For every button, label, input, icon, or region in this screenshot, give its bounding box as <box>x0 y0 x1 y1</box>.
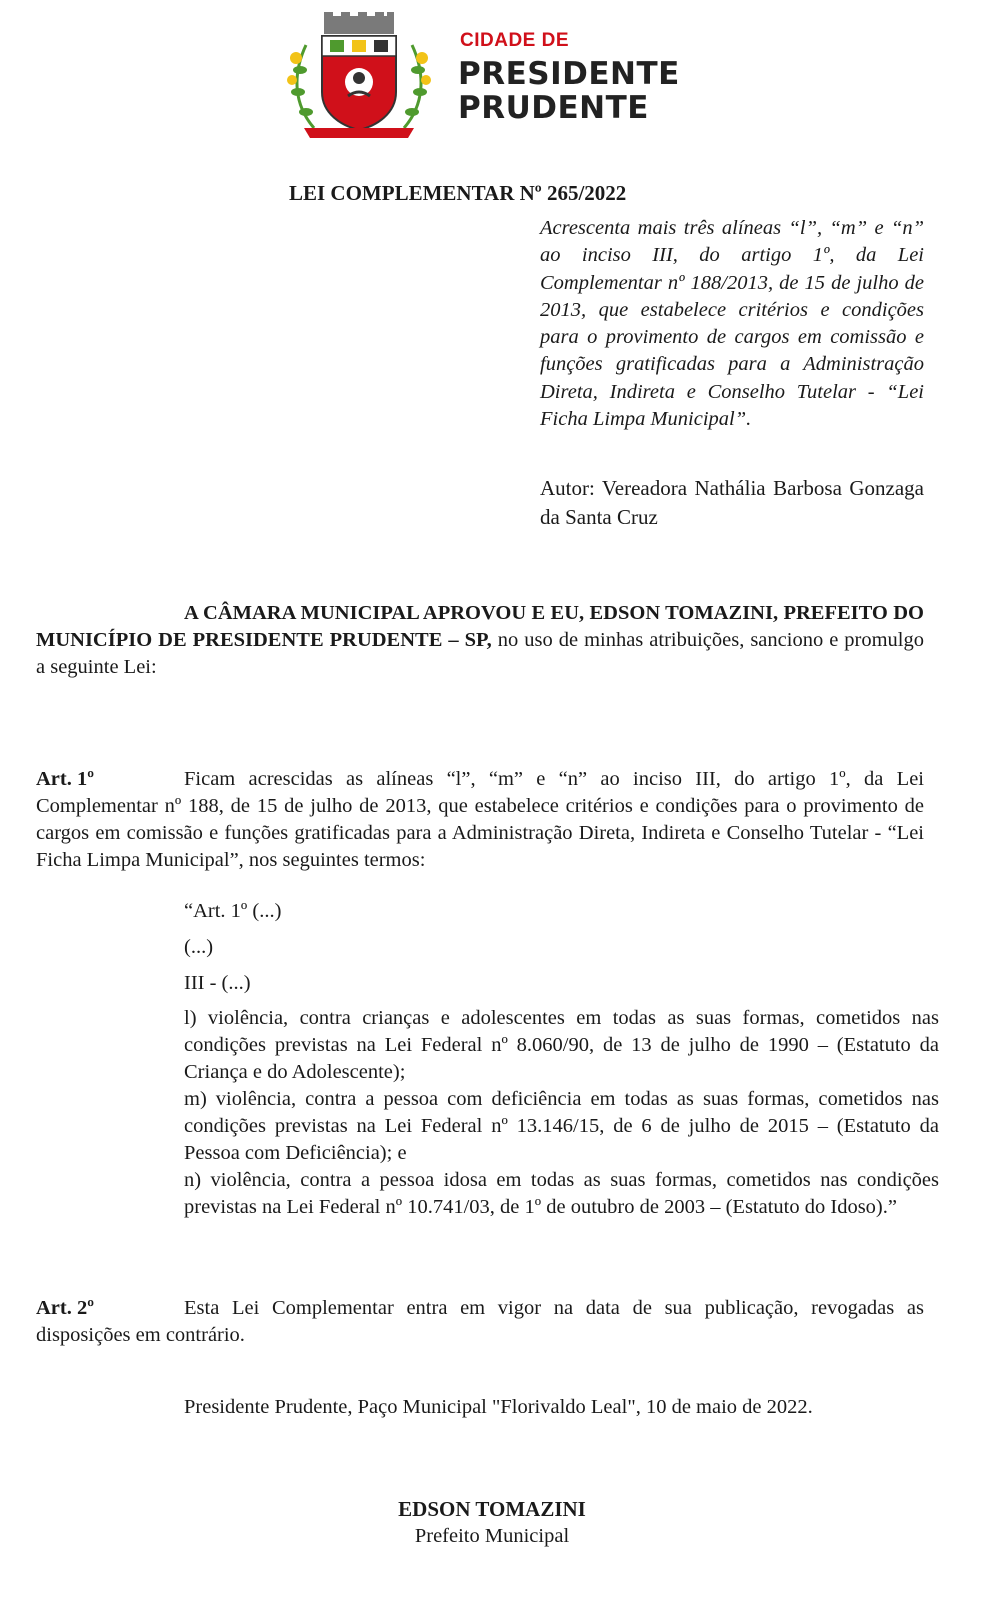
article-1 <box>36 766 924 874</box>
quoted-line-3: III - (...) <box>184 972 251 994</box>
quoted-item-l: l) violência, contra crianças e adolescentes em todas as suas formas, cometidos nas condições previstas na Lei Federal nº 8.060/90, de 13 de julho de 1990 – (Estatuto da Criança e do Adolescente); <box>184 1007 939 1083</box>
quoted-line-1: “Art. 1º (...) <box>184 900 282 922</box>
article-2 <box>36 1295 924 1349</box>
article-1-label: Art. 1º <box>36 768 94 790</box>
city-prefix: CIDADE DE <box>460 30 570 51</box>
law-ementa: Acrescenta mais três alíneas “l”, “m” e “n” ao inciso III, do artigo 1º, da Lei Complementar nº 188/2013, de 15 de julho de 2013, que estabelece critérios e condições para o provimento de cargos em comissão e funções gratificadas para a Administração Direta, Indireta e Conselho Tutelar - “Lei Ficha Limpa Municipal”. <box>540 217 924 431</box>
city-name-line1: PRESIDENTE <box>458 56 680 92</box>
signatory-role: Prefeito Municipal <box>414 1525 570 1547</box>
preamble-regular: no uso de minhas atribuições, sanciono e promulgo a seguinte Lei: <box>36 629 924 678</box>
signatory-name: EDSON TOMAZINI <box>398 1497 586 1521</box>
article-2-text: Esta Lei Complementar entra em vigor na data de sua publicação, revogadas as disposições em contrário. <box>36 1297 924 1346</box>
article-2-label: Art. 2º <box>36 1297 94 1319</box>
quoted-item-n: n) violência, contra a pessoa idosa em todas as suas formas, cometidos nas condições previstas na Lei Federal nº 10.741/03, de 1º de outubro de 2003 – (Estatuto do Idoso).” <box>184 1169 939 1218</box>
quoted-line-2: (...) <box>184 936 214 958</box>
article-1-text: Ficam acrescidas as alíneas “l”, “m” e “n” ao inciso III, do artigo 1º, da Lei Complementar nº 188, de 15 de julho de 2013, que estabelece critérios e condições para o provimento de cargos em comissão e funções gratificadas para a Administração Direta, Indireta e Conselho Tutelar - “Lei Ficha Limpa Municipal”, nos seguintes termos: <box>36 768 924 871</box>
preamble <box>36 600 924 681</box>
law-author: Autor: Vereadora Nathália Barbosa Gonzaga da Santa Cruz <box>540 476 924 529</box>
preamble-bold: A CÂMARA MUNICIPAL APROVOU E EU, EDSON TOMAZINI, PREFEITO DO MUNICÍPIO DE PRESIDENTE PRUDENTE – SP, <box>36 602 924 651</box>
place-and-date: Presidente Prudente, Paço Municipal "Florivaldo Leal", 10 de maio de 2022. <box>184 1396 813 1418</box>
city-coat-of-arms <box>284 10 434 150</box>
city-name-line2: PRUDENTE <box>458 90 649 126</box>
law-title: LEI COMPLEMENTAR Nº 265/2022 <box>289 181 627 205</box>
quoted-item-m: m) violência, contra a pessoa com deficiência em todas as suas formas, cometidos nas condições previstas na Lei Federal nº 13.146/15, de 6 de julho de 2015 – (Estatuto da Pessoa com Deficiência); e <box>184 1088 939 1164</box>
